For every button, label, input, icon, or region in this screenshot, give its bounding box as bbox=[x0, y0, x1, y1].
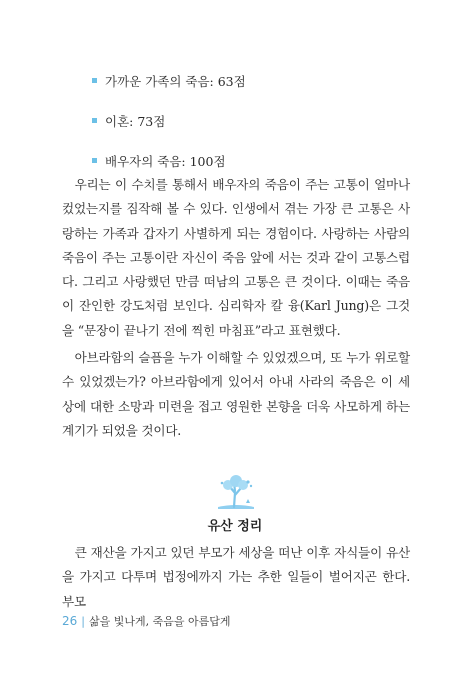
bullet-marker bbox=[92, 78, 97, 83]
bullet-list bbox=[92, 70, 246, 190]
running-title: 삶을 빛나게, 죽음을 아름답게 bbox=[89, 615, 231, 628]
body-paragraph-1 bbox=[62, 173, 410, 343]
body-paragraph-2 bbox=[62, 346, 410, 443]
paragraph-text: 큰 재산을 가지고 있던 부모가 세상을 떠난 이후 자식들이 유산을 가지고 다투며 법정에까지 가는 추한 일들이 벌어지곤 한다. 부모 bbox=[62, 545, 410, 609]
paragraph-text: 우리는 이 수치를 통해서 배우자의 죽음이 주는 고통이 얼마나 컸었는지를 짐작해 볼 수 있다. 인생에서 겪는 가장 큰 고통은 사랑하는 가족과 갑자기 사별하게 되는 경험이다. 사랑하는 사람의 죽음이 주는 고통이란 자신이 죽음 앞에 서는 것과 같이 고통스럽다. 그리고 사랑했던 만큼 떠남의 고통은 큰 것이다. 이때는 죽음이 잔인한 강도처럼 보인다. 심리학자 칼 융(Karl Jung)은 그것을 “문장이 끝나기 전에 찍힌 마침표”라고 표현했다. bbox=[62, 177, 410, 338]
footer-separator: | bbox=[81, 615, 85, 628]
bullet-text: 이혼: 73점 bbox=[105, 113, 166, 129]
bullet-text: 배우자의 죽음: 100점 bbox=[105, 153, 226, 169]
bullet-item bbox=[92, 70, 246, 91]
tree-icon bbox=[214, 473, 258, 511]
bullet-marker bbox=[92, 118, 97, 123]
body-paragraph-3 bbox=[62, 541, 410, 614]
bullet-item bbox=[92, 110, 246, 131]
bullet-marker bbox=[92, 158, 97, 163]
page-number: 26 bbox=[62, 614, 78, 628]
bullet-item bbox=[92, 150, 246, 171]
page-footer bbox=[62, 613, 231, 629]
bullet-text: 가까운 가족의 죽음: 63점 bbox=[105, 73, 246, 89]
section-title: 유산 정리 bbox=[207, 519, 263, 534]
paragraph-text: 아브라함의 슬픔을 누가 이해할 수 있었겠으며, 또 누가 위로할 수 있었겠는가? 아브라함에게 있어서 아내 사라의 죽음은 이 세상에 대한 소망과 미련을 접고 영원한 본향을 더욱 사모하게 하는 계기가 되었을 것이다. bbox=[62, 350, 410, 438]
